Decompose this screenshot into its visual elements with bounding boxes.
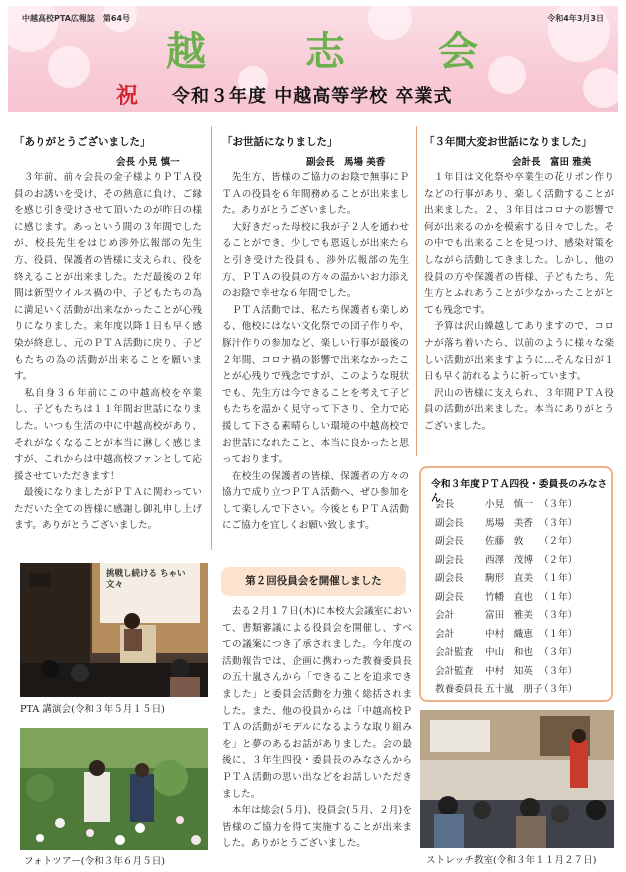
col1-heading: 「ありがとうございました」 [14, 136, 151, 148]
tour-caption: フォトツアー(令和３年６月５日) [24, 856, 166, 867]
officer-name: 中村 知英 [485, 665, 533, 677]
officer-row [435, 645, 610, 661]
officer-year: （３年） [539, 647, 578, 658]
title-char-2: 志 [305, 28, 345, 75]
officer-role: 副会長 [435, 554, 464, 566]
officer-name: 小見 慎一 [485, 499, 533, 510]
officer-name: 富田 雅美 [485, 610, 533, 621]
tour-photo-image [20, 728, 208, 850]
officer-role: 会計 [435, 610, 455, 621]
column-divider [211, 126, 212, 550]
officer-name: 中山 和也 [485, 647, 533, 658]
column-divider [416, 126, 417, 456]
officer-name: 竹幡 直也 [485, 591, 533, 603]
celebrate-mark: 祝 [116, 83, 139, 109]
issue-date: 令和4年3月3日 [547, 14, 604, 23]
officer-row [435, 534, 610, 550]
officer-role: 副会長 [435, 591, 464, 603]
officer-role: 会長 [435, 499, 455, 510]
officer-year: （３年） [539, 610, 578, 621]
col2-heading: 「お世話になりました」 [222, 136, 338, 148]
officer-row [435, 664, 610, 680]
officer-role: 副会長 [435, 517, 464, 529]
col3-heading: 「３年間大変お世話になりました」 [424, 136, 592, 148]
officer-row [435, 497, 610, 513]
officer-year: （１年） [539, 591, 578, 603]
officer-name: 五十嵐 朋子 [485, 684, 543, 695]
officer-name: 西澤 茂博 [485, 554, 533, 566]
officer-list-title: 令和３年度ＰＴＡ四役・委員長のみなさん [431, 479, 608, 504]
title-char-3: 会 [438, 28, 478, 75]
officer-year: （２年） [539, 554, 578, 566]
lecture-photo [20, 563, 208, 697]
officer-name: 駒形 直美 [485, 573, 533, 584]
officer-row [435, 590, 610, 606]
col2-body: 先生方、皆様のご協力のお陰で無事にＰＴＡの役員を６年間務めることが出来ました。ありがとうございました。 大好きだった母校に我が子２人を通わせることができ、少しでも恩返しが出来たらと引き受けた役員も、渉外広報部の先生方、ＰＴＡの役員の方々の温かいお力添えのお陰で幸せな６年間でした。 ＰＴＡ活動では、私たち保護者も楽しめる、他校にはない文化祭での団子作りや、豚汁作りの参加など、楽しい行事が最後の２年間、コロナ禍の影響で出来なかったことが心残りで残念ですが、このような現状でも、先生方は今できることを考えて子どもたちを温かく見守って下さり、全力で応援して下さる素晴らしい環境の中越高校でお世話になれたこと、本当に良かったと思っております。 在校生の保護者の皆様、保護者の方々の協力で成り立つＰＴＡ活動へ、ぜひ参加をして楽しんで下さい。今後ともＰＴＡ活動にご協力を宜しくお願い致します。 [222, 172, 409, 532]
lecture-banner-text: 挑戦し続ける ちゃい文々 [106, 569, 186, 590]
officer-row [435, 553, 610, 569]
officer-year: （３年） [539, 684, 578, 695]
officer-row [435, 682, 610, 698]
officer-year: （２年） [539, 536, 578, 547]
officer-year: （３年） [539, 665, 578, 677]
officer-year: （３年） [539, 517, 578, 529]
officer-row [435, 516, 610, 532]
col3-author: 会計長 富田 雅美 [512, 157, 592, 168]
officer-role: 副会長 [435, 536, 464, 547]
officer-list-box [419, 466, 613, 702]
officer-role: 副会長 [435, 573, 464, 584]
officer-row [435, 627, 610, 643]
stretch-photo [420, 710, 614, 848]
officer-name: 佐藤 敦 [485, 536, 524, 547]
officer-name: 中村 織恵 [485, 628, 533, 640]
officer-row [435, 608, 610, 624]
stretch-caption: ストレッチ教室(令和３年１１月２７日) [426, 855, 597, 866]
officer-year: （１年） [539, 573, 578, 584]
officer-year: （３年） [539, 499, 578, 510]
officer-year: （１年） [539, 628, 578, 640]
page-subtitle: 令和３年度 中越高等学校 卒業式 [172, 86, 453, 107]
meeting-heading: 第２回役員会を開催しました [221, 567, 406, 596]
tour-photo [20, 728, 208, 850]
col2-author: 副会長 馬場 美香 [306, 157, 386, 168]
officer-role: 会計 [435, 628, 455, 640]
officer-name: 馬場 美香 [485, 517, 533, 529]
officer-role: 会計監査 [435, 665, 474, 677]
col1-author: 会長 小見 慎一 [116, 157, 180, 168]
officer-role: 教養委員長 [435, 684, 483, 695]
officer-role: 会計監査 [435, 647, 474, 658]
col3-body: １年目は文化祭や卒業生の花リボン作りなどの行事があり、楽しく活動することが出来ました。２、３年目はコロナの影響で何が出来るのかを模索する日々でした。その中でも出来ることを見つけ、感染対策をしながら活動してきました。しかし、他の役員の方や保護者の皆様、子どもたち、先生方とふれあうことが少なかったことがとても残念です。 予算は沢山繰越してありますので、コロナが落ち着いたら、以前のように様々な楽しい活動が出来ますように…そんな日が１日も早く訪れるように祈っています。 沢山の皆様に支えられ、３年間ＰＴＡ役員の活動が出来ました。本当にありがとうございました。 [424, 172, 614, 432]
header-banner [8, 6, 618, 112]
title-char-1: 越 [166, 28, 206, 75]
stretch-photo-image [420, 710, 614, 848]
newsletter-issue: 中越高校PTA広報誌 第64号 [22, 14, 131, 23]
meeting-body: 去る２月１７日(木)に本校大会議室において、書類審議による役員会を開催し、すべての議案につき了承されました。今年度の活動報告では、企画に携わった教養委員長の五十嵐さんから「できることを追求できました」と委員会活動を力強く総括されました。また、他の役員からは「中越高校ＰＴＡの活動がモデルになるような取り組みを」と夢のあるお話がありました。会の最後に、３年生四役・委員長のみなさんからＰＴＡ活動の思い出などをお話しいただきました。 本年は総会(５月)、役員会(５月、２月)を皆様のご協力を得て実施することが出来ました。ありがとうございました。 [222, 606, 412, 850]
lecture-caption: PTA 講演会(令和３年５月１５日) [20, 704, 165, 715]
col1-body: ３年前、前々会長の金子様よりＰＴＡ役員のお誘いを受け、その熱意に負け、ご縁を感じ引き受けさせて頂いたのが昨日の様に感じます。あっという間の３年間でしたが、校長先生をはじめ渉外広報部の先生方、役員、保護者の皆様に支えられ、役を終えることが出来ました。ただ最後の２年間は新型ウイルス禍の中、子どもたちの為に満足いく活動が出来なかったことが心残りになりました。来年度以降１日も早く感染が終息し、元のＰＴＡ活動に戻り、子どもたちの為の活動が出来ることを願います。 私自身３６年前にこの中越高校を卒業し、子どもたちは１１年間お世話になりました。いつも生活の中に中越高校があり、それがなくなることが本当に淋しく感じますが、これからは中越高校ファンとして応援させていただきます！ 最後になりましたがＰＴＡに関わっていただいた全ての皆様に感謝し御礼申し上げます。ありがとうございました。 [14, 172, 202, 532]
officer-row [435, 571, 610, 587]
